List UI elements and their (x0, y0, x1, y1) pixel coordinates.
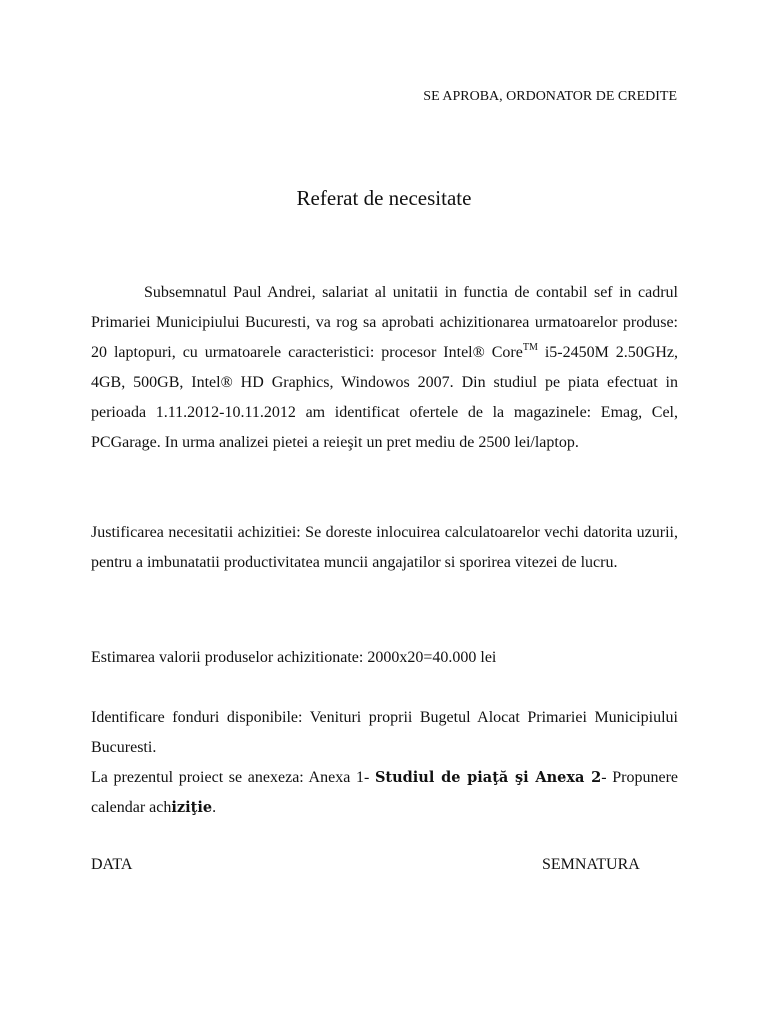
annex-text-2: - Propunere calendar ach (91, 769, 678, 816)
document-title: Referat de necesitate (296, 186, 472, 210)
paragraph-justification: Justificarea necesitatii achizitiei: Se doreste inlocuirea calculatoarelor vechi datorita uzurii, pentru a imbunatatii productivitatea muncii angajatilor si sporirea vitezei de lucru. (91, 524, 678, 571)
approval-header: SE APROBA, ORDONATOR DE CREDITE (423, 89, 677, 104)
annex-bold-2: iziţie (171, 799, 213, 816)
paragraph-funding: Identificare fonduri disponibile: Venituri proprii Bugetul Alocat Primariei Municipiului Bucuresti. (91, 709, 678, 756)
annex-bold-1: Studiul de piaţă şi Anexa 2 (374, 769, 602, 786)
trademark-superscript: TM (522, 342, 538, 353)
signature-label: SEMNATURA (542, 856, 640, 873)
paragraph-request-text-1: Subsemnatul Paul Andrei, salariat al unitatii in functia de contabil sef in cadrul Primariei Municipiului Bucuresti, va rog sa aprobati achizitionarea urmatoarelor produse: 20 laptopuri, cu urmatoarele caracteristici: procesor Intel® Core (91, 284, 678, 361)
paragraph-annexes (91, 763, 678, 823)
paragraph-request (91, 278, 678, 458)
paragraph-request-text-2: i5-2450M 2.50GHz, 4GB, 500GB, Intel® HD Graphics, Windowos 2007. Din studiul pe piata efectuat in perioada 1.11.2012-10.11.2012 am identificat ofertele de la magazinele: Emag, Cel, PCGarage. In urma analizei pietei a reieşit un pret mediu de 2500 lei/laptop. (91, 344, 679, 451)
paragraph-estimate: Estimarea valorii produselor achizitionate: 2000x20=40.000 lei (91, 649, 497, 666)
annex-text-1: La prezentul proiect se anexeza: Anexa 1- (91, 769, 375, 786)
date-label: DATA (91, 856, 133, 873)
annex-text-3: . (212, 799, 217, 816)
